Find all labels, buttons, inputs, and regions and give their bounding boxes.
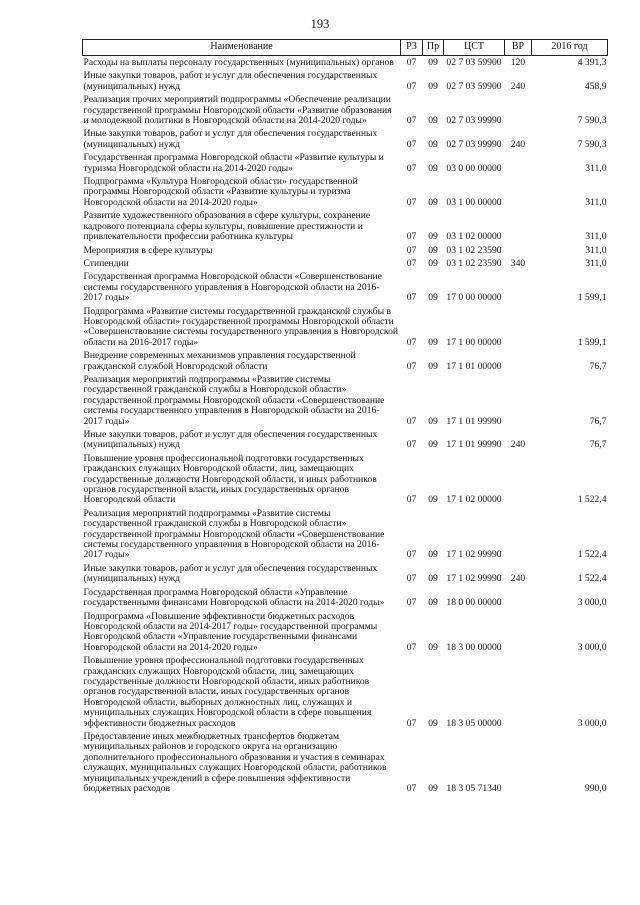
row-vr	[505, 209, 532, 243]
row-cst: 17 1 00 00000	[446, 336, 502, 348]
table-row	[83, 257, 608, 270]
row-name: Мероприятия в сфере культуры	[83, 244, 213, 256]
row-amount: 311,0	[585, 162, 607, 174]
table-row	[83, 127, 608, 151]
row-amount: 311,0	[585, 196, 607, 208]
row-vr	[505, 270, 532, 304]
row-name: Подпрограмма «Повышение эффективности бюджетных расходов Новгородской области на 2014-2017 годы» государственной программы Новгородской области «Управление государственными финансами Новгородской области на 2014-2020 годы»	[83, 610, 378, 653]
row-amount: 311,0	[585, 257, 607, 269]
header-year: 2016 год	[532, 40, 608, 56]
row-amount: 3 000,0	[577, 717, 607, 729]
row-amount: 76,7	[589, 360, 607, 372]
row-cst: 18 3 05 00000	[446, 717, 502, 729]
row-amount: 76,7	[589, 415, 607, 427]
row-pr: 09	[428, 597, 438, 609]
row-cst: 02 7 03 59900	[446, 57, 502, 68]
row-name: Реализация мероприятий подпрограммы «Развитие системы государственной гражданской службы в Новгородской области» государственной программы Новгородской области «Совершенствование системы государственного управления в Новгородской области на 2016-2017 годы»	[83, 373, 385, 427]
row-cst: 18 3 00 00000	[446, 641, 502, 653]
row-vr	[505, 305, 532, 350]
row-rz: 07	[406, 641, 417, 653]
row-rz: 07	[406, 57, 417, 68]
row-cst: 17 0 00 00000	[446, 292, 502, 304]
row-rz: 07	[406, 162, 417, 174]
row-vr	[505, 175, 532, 209]
row-pr: 09	[428, 549, 438, 561]
row-pr: 09	[428, 415, 438, 427]
row-amount: 1 599,1	[577, 336, 607, 348]
row-rz: 07	[406, 360, 417, 372]
budget-table	[82, 39, 608, 795]
row-name: Иные закупки товаров, работ и услуг для обеспечения государственных (муниципальных) нужд	[83, 429, 378, 451]
row-vr	[505, 730, 532, 795]
row-pr: 09	[428, 57, 438, 68]
header-rz: РЗ	[401, 40, 423, 56]
header-pr: Пр	[423, 40, 444, 56]
row-rz: 07	[406, 196, 417, 208]
row-amount: 3 000,0	[577, 641, 607, 653]
row-amount: 7 590,3	[577, 115, 607, 127]
table-row	[83, 586, 608, 610]
row-name: Стипендии	[83, 257, 129, 269]
row-amount: 1 599,1	[577, 292, 607, 304]
table-row	[83, 349, 608, 373]
row-amount: 458,9	[584, 80, 607, 92]
table-body	[83, 56, 608, 796]
table-row	[83, 428, 608, 452]
row-pr: 09	[428, 80, 438, 92]
row-name: Иные закупки товаров, работ и услуг для обеспечения государственных (муниципальных) нужд	[83, 562, 378, 585]
row-amount: 7 590,3	[577, 138, 607, 150]
row-rz: 07	[406, 573, 417, 585]
row-vr	[505, 654, 532, 730]
row-rz: 07	[406, 597, 417, 609]
row-name: Расходы на выплаты персоналу государственных (муниципальных) органов	[83, 57, 394, 68]
row-amount: 76,7	[589, 439, 607, 451]
header-name: Наименование	[83, 40, 401, 56]
row-amount: 1 522,4	[577, 549, 607, 561]
row-cst: 02 7 03 99990	[446, 138, 502, 150]
row-cst: 17 1 02 00000	[446, 494, 502, 506]
row-cst: 02 7 03 59900	[446, 80, 502, 92]
row-amount: 1 522,4	[577, 494, 607, 506]
row-rz: 07	[406, 415, 417, 427]
row-cst: 03 1 02 00000	[446, 231, 502, 243]
table-row	[83, 373, 608, 428]
row-vr	[505, 244, 532, 257]
row-name: Внедрение современных механизмов управления государственной гражданской службой Новгородской области	[83, 350, 356, 372]
row-name: Государственная программа Новгородской области «Развитие культуры и туризма Новгородской области на 2014-2020 годы»	[83, 152, 384, 174]
table-row	[83, 56, 608, 70]
row-name: Государственная программа Новгородской области «Управление государственными финансами Новгородской области на 2014-2020 годы»	[83, 586, 385, 609]
row-name: Подпрограмма «Культура Новгородской области» государственной программы Новгородской области «Развитие культуры и туризма Новгородской области на 2014-2020 годы»	[83, 176, 358, 208]
row-vr	[505, 373, 532, 428]
row-cst: 17 1 01 00000	[446, 360, 502, 372]
row-cst: 17 1 01 99990	[446, 439, 502, 451]
row-rz: 07	[406, 292, 417, 304]
row-pr: 09	[428, 641, 438, 653]
table-row	[83, 562, 608, 586]
row-vr: 120	[510, 57, 526, 68]
row-name: Повышение уровня профессиональной подготовки государственных гражданских служащих Новгородской области, лиц, замещающих государственные должности Новгородской области, и иных работников органов государственной власти, иных государственных органов Новгородской области	[83, 452, 377, 506]
row-vr	[505, 93, 532, 127]
row-vr: 340	[510, 257, 526, 269]
row-pr: 09	[428, 573, 438, 585]
row-cst: 17 1 02 99990	[446, 573, 502, 585]
row-amount: 3 000,0	[577, 597, 607, 609]
table-row	[83, 209, 608, 243]
table-row	[83, 654, 608, 730]
row-rz: 07	[406, 231, 417, 243]
row-rz: 07	[406, 439, 417, 451]
row-rz: 07	[406, 115, 417, 127]
row-name: Развитие художественного образования в сфере культуры, сохранение кадрового потенциала сферы культуры, повышение престижности и привлекательности профессии работника культуры	[83, 210, 371, 243]
row-pr: 09	[428, 138, 438, 150]
row-vr	[505, 452, 532, 507]
row-pr: 09	[428, 196, 438, 208]
row-pr: 09	[428, 336, 438, 348]
row-pr: 09	[428, 783, 438, 794]
table-row	[83, 270, 608, 304]
row-cst: 03 0 00 00000	[446, 162, 502, 174]
row-pr: 09	[428, 244, 438, 256]
row-rz: 07	[406, 783, 417, 794]
row-cst: 03 1 00 00000	[446, 196, 502, 208]
row-name: Иные закупки товаров, работ и услуг для обеспечения государственных (муниципальных) нужд	[83, 128, 378, 150]
row-pr: 09	[428, 162, 438, 174]
row-vr: 240	[510, 80, 526, 92]
row-vr	[505, 507, 532, 562]
row-rz: 07	[406, 138, 417, 150]
row-vr: 240	[510, 573, 526, 585]
row-name: Государственная программа Новгородской области «Совершенствование системы государственного управления в Новгородской области на 2016-2017 годы»	[83, 271, 382, 304]
table-row	[83, 151, 608, 175]
row-amount: 311,0	[585, 231, 607, 243]
row-rz: 07	[406, 549, 417, 561]
row-amount: 990,0	[584, 783, 607, 794]
table-row	[83, 452, 608, 507]
row-amount: 311,0	[585, 244, 607, 256]
row-pr: 09	[428, 292, 438, 304]
table-row	[83, 730, 608, 795]
row-name: Подпрограмма «Развитие системы государственной гражданской службы в Новгородской области» государственной программы Новгородской области «Совершенствование системы государственного управления в Новгородской области на 2016-2017 годы»	[83, 305, 398, 348]
row-cst: 03 1 02 23590	[446, 244, 502, 256]
header-vr: ВР	[505, 40, 532, 56]
row-rz: 07	[406, 336, 417, 348]
table-row	[83, 305, 608, 350]
row-cst: 03 1 02 23590	[446, 257, 502, 269]
row-pr: 09	[428, 717, 438, 729]
row-name: Повышение уровня профессиональной подготовки государственных гражданских служащих Новгородской области, лиц, замещающих государственные должности Новгородской области, иных работников органов государственной власти, иных государственных органов Новгородской области, выборных должностных лиц, служащих и муниципальных служащих Новгородской области в сфере повышения эффективности бюджетных расходов	[83, 655, 372, 729]
row-name: Иные закупки товаров, работ и услуг для обеспечения государственных (муниципальных) нужд	[83, 70, 378, 92]
row-cst: 18 0 00 00000	[446, 597, 502, 609]
row-name: Реализация мероприятий подпрограммы «Развитие системы государственной гражданской службы в Новгородской области» государственной программы Новгородской области «Совершенствование системы государственного управления в Новгородской области на 2016-2017 годы»	[83, 507, 385, 561]
row-name: Реализация прочих мероприятий подпрограммы «Обеспечение реализации государственной программы Новгородской области «Развитие образования и молодежной политики в Новгородской области на 2014-2020 годы»	[83, 94, 392, 127]
header-cst: ЦСТ	[444, 40, 505, 56]
table-row	[83, 175, 608, 209]
row-pr: 09	[428, 231, 438, 243]
row-cst: 18 3 05 71340	[446, 783, 502, 794]
row-pr: 09	[428, 115, 438, 127]
table-row	[83, 93, 608, 127]
table-row	[83, 610, 608, 655]
row-name: Предоставление иных межбюджетных трансфертов бюджетам муниципальных районов и городского округа на организацию дополнительного профессионального образования и участия в семинарах служащих, муниципальных служащих Новгородской области, работников муниципальных учреждений в сфере повышения эффективности бюджетных расходов	[83, 730, 387, 794]
row-amount: 4 391,3	[577, 57, 607, 68]
row-cst: 17 1 01 99990	[446, 415, 502, 427]
row-rz: 07	[406, 244, 417, 256]
row-rz: 07	[406, 717, 417, 729]
row-cst: 17 1 02 99990	[446, 549, 502, 561]
row-vr: 240	[510, 439, 526, 451]
page-number: 193	[310, 17, 330, 31]
table-row	[83, 507, 608, 562]
row-pr: 09	[428, 257, 438, 269]
table-row	[83, 244, 608, 257]
row-vr	[505, 610, 532, 655]
row-cst: 02 7 03 99990	[446, 115, 502, 127]
row-vr	[505, 349, 532, 373]
row-pr: 09	[428, 439, 438, 451]
row-rz: 07	[406, 80, 417, 92]
row-vr	[505, 151, 532, 175]
row-vr: 240	[510, 138, 526, 150]
row-pr: 09	[428, 360, 438, 372]
row-pr: 09	[428, 494, 438, 506]
table-header-row	[83, 40, 608, 56]
row-rz: 07	[406, 494, 417, 506]
table-row	[83, 69, 608, 93]
row-rz: 07	[406, 257, 417, 269]
row-vr	[505, 586, 532, 610]
row-amount: 1 522,4	[577, 573, 607, 585]
